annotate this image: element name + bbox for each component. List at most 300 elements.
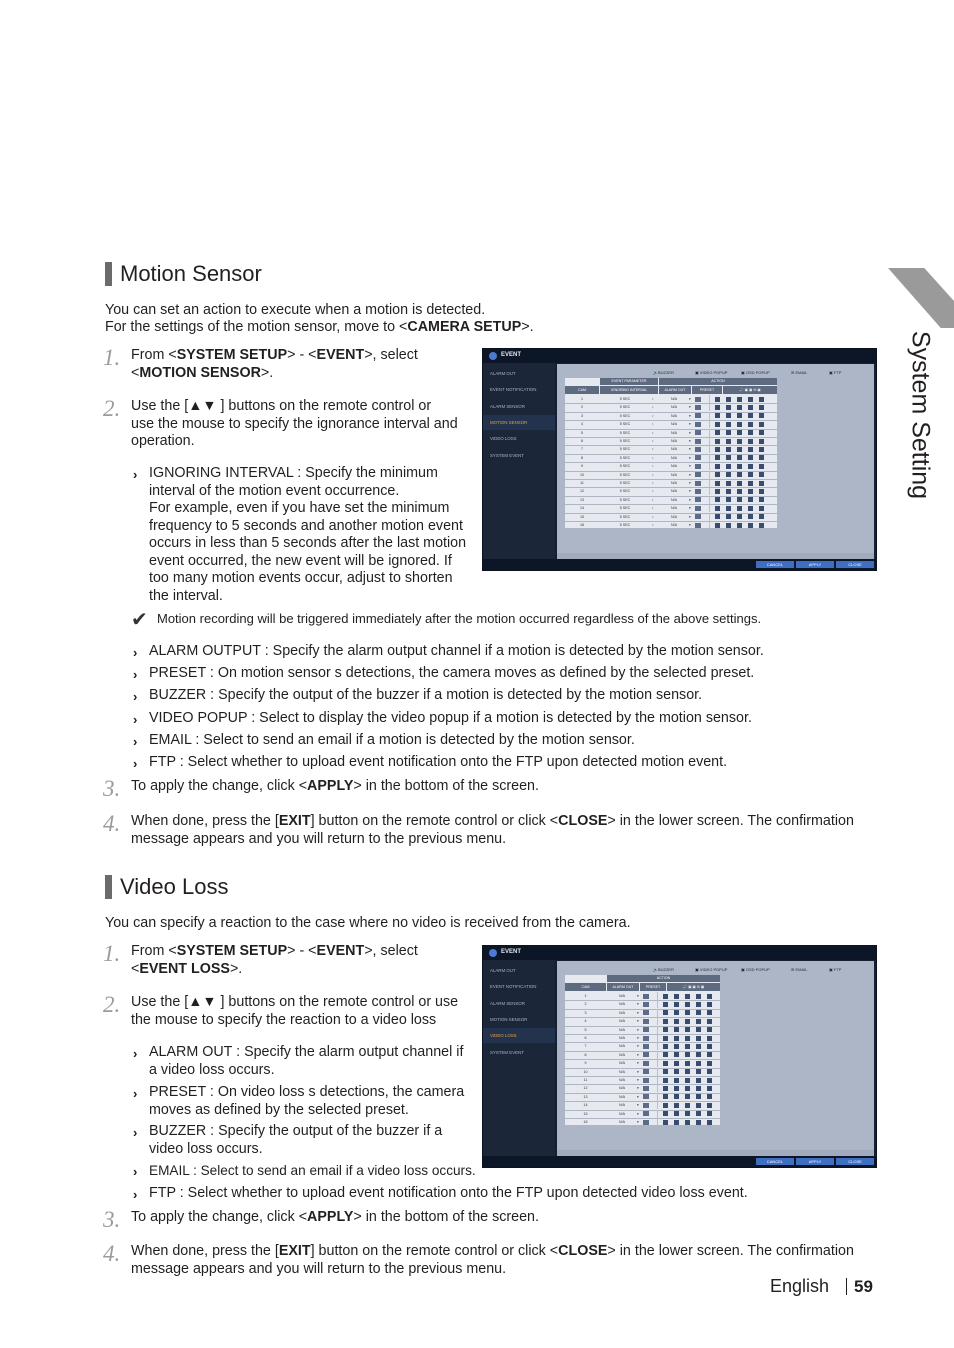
action-checkbox[interactable] [715,464,720,469]
action-checkbox[interactable] [737,447,742,452]
dropdown-icon[interactable]: ▾ [689,464,691,469]
stepper-icon[interactable]: ↕ [652,506,654,511]
action-checkbox[interactable] [707,1052,712,1057]
table-row[interactable] [565,1118,720,1127]
action-checkbox[interactable] [726,397,731,402]
dropdown-icon[interactable]: ▾ [637,1010,639,1015]
action-checkbox[interactable] [674,1027,679,1032]
action-checkbox[interactable] [663,1078,668,1083]
check-note-icon: ✔ [131,609,148,631]
chevron-icon: › [133,1046,138,1061]
action-checkbox[interactable] [759,397,764,402]
preset-box[interactable] [643,1086,649,1091]
action-checkbox[interactable] [748,497,753,502]
action-checkbox[interactable] [663,1010,668,1015]
action-checkbox[interactable] [707,1036,712,1041]
action-checkbox[interactable] [685,1019,690,1024]
dropdown-icon[interactable]: ▾ [637,1103,639,1108]
preset-box[interactable] [643,1120,649,1125]
action-checkbox[interactable] [715,506,720,511]
action-checkbox[interactable] [696,1111,701,1116]
action-checkbox[interactable] [685,1111,690,1116]
chevron-icon: › [133,712,138,727]
apply-button[interactable]: APPLY [796,561,834,568]
action-checkbox[interactable] [663,1036,668,1041]
alarm-out-cell: N/A [671,497,677,502]
action-checkbox[interactable] [759,481,764,486]
table-row[interactable] [565,521,777,530]
action-checkbox[interactable] [715,455,720,460]
action-checkbox[interactable] [696,1069,701,1074]
action-checkbox[interactable] [737,489,742,494]
preset-box[interactable] [695,447,701,452]
action-checkbox[interactable] [737,422,742,427]
action-checkbox[interactable] [674,1094,679,1099]
action-checkbox[interactable] [737,481,742,486]
preset-box[interactable] [695,464,701,469]
step-number: 4. [103,1241,121,1266]
action-checkbox[interactable] [663,1103,668,1108]
action-checkbox[interactable] [748,430,753,435]
action-checkbox[interactable] [737,464,742,469]
action-checkbox[interactable] [707,1086,712,1091]
action-checkbox[interactable] [707,1069,712,1074]
action-checkbox[interactable] [737,413,742,418]
action-checkbox[interactable] [726,464,731,469]
action-checkbox[interactable] [759,439,764,444]
dropdown-icon[interactable]: ▾ [637,1036,639,1040]
preset-box[interactable] [643,1044,649,1049]
action-checkbox[interactable] [726,413,731,418]
legend-email: ✉ EMAIL [791,967,808,972]
preset-box[interactable] [695,472,701,477]
preset-box[interactable] [643,1002,649,1007]
action-checkbox[interactable] [663,1094,668,1099]
stepper-icon[interactable]: ↕ [652,481,654,485]
preset-box[interactable] [643,1103,649,1108]
preset-box[interactable] [643,1019,649,1024]
action-checkbox[interactable] [715,489,720,494]
preset-box[interactable] [643,994,649,999]
action-checkbox[interactable] [759,514,764,519]
dropdown-icon[interactable]: ▾ [689,455,691,460]
bullet-email: EMAIL : Select to send an email if a video loss occurs. [149,1163,476,1178]
action-checkbox[interactable] [748,405,753,410]
dropdown-icon[interactable]: ▾ [637,1120,639,1124]
dropdown-icon[interactable]: ▾ [689,506,691,511]
stepper-icon[interactable]: ↕ [652,447,654,452]
action-checkbox[interactable] [759,472,764,477]
action-checkbox[interactable] [663,1111,668,1116]
action-checkbox[interactable] [707,1094,712,1099]
action-checkbox[interactable] [726,506,731,511]
action-checkbox[interactable] [715,413,720,418]
stepper-icon[interactable]: ↕ [652,489,654,494]
action-checkbox[interactable] [674,994,679,999]
action-checkbox[interactable] [685,1044,690,1049]
action-checkbox[interactable] [696,1078,701,1083]
action-checkbox[interactable] [715,497,720,502]
legend-buzzer: 🔊BUZZER [653,370,674,375]
action-checkbox[interactable] [663,1069,668,1074]
action-checkbox[interactable] [715,447,720,452]
dropdown-icon[interactable]: ▾ [689,514,691,519]
action-checkbox[interactable] [685,1120,690,1125]
action-checkbox[interactable] [726,447,731,452]
action-checkbox[interactable] [674,1002,679,1007]
action-checkbox[interactable] [715,430,720,435]
action-checkbox[interactable] [674,1111,679,1116]
dropdown-icon[interactable]: ▾ [637,1094,639,1099]
action-checkbox[interactable] [726,439,731,444]
action-checkbox[interactable] [707,1111,712,1116]
section-title-motion: Motion Sensor [120,261,262,286]
action-checkbox[interactable] [748,447,753,452]
dropdown-icon[interactable]: ▾ [637,1078,639,1082]
dropdown-icon[interactable]: ▾ [637,1027,639,1032]
preset-box[interactable] [695,439,701,444]
dropdown-icon[interactable]: ▾ [637,994,639,998]
action-checkbox[interactable] [726,489,731,494]
preset-box[interactable] [695,455,701,460]
preset-box[interactable] [695,481,701,486]
stepper-icon[interactable]: ↕ [652,455,654,460]
cam-cell: 4 [581,422,583,427]
action-checkbox[interactable] [674,1052,679,1057]
cam-cell: 16 [580,523,584,527]
alarm-out-cell: N/A [619,1019,625,1024]
action-checkbox[interactable] [748,455,753,460]
action-checkbox[interactable] [715,405,720,410]
action-checkbox[interactable] [737,523,742,528]
dropdown-icon[interactable]: ▾ [637,1086,639,1091]
alarm-out-cell: N/A [671,397,677,401]
action-checkbox[interactable] [707,1103,712,1108]
action-checkbox[interactable] [685,1010,690,1015]
action-checkbox[interactable] [737,405,742,410]
cam-cell: 3 [584,1010,587,1015]
action-checkbox[interactable] [674,1078,679,1083]
dropdown-icon[interactable]: ▾ [689,447,691,452]
stepper-icon[interactable]: ↕ [652,464,654,469]
action-checkbox[interactable] [663,1044,668,1049]
action-checkbox[interactable] [737,514,742,519]
step-number: 3. [103,1207,121,1232]
action-checkbox[interactable] [759,422,764,427]
action-checkbox[interactable] [748,489,753,494]
alarm-out-cell: N/A [619,1027,625,1032]
cancel-button[interactable]: CANCEL [756,1158,794,1165]
action-checkbox[interactable] [759,464,764,469]
preset-box[interactable] [695,413,701,418]
action-checkbox[interactable] [759,489,764,494]
footer-language: English [770,1276,830,1296]
cam-cell: 10 [583,1069,588,1074]
action-checkbox[interactable] [726,514,731,519]
action-checkbox[interactable] [759,430,764,435]
cam-cell: 6 [584,1036,587,1040]
action-checkbox[interactable] [663,1027,668,1032]
preset-box[interactable] [643,1078,649,1083]
action-checkbox[interactable] [696,1120,701,1125]
preset-box[interactable] [695,405,701,410]
stepper-icon[interactable]: ↕ [652,397,654,401]
action-checkbox[interactable] [737,439,742,444]
action-checkbox[interactable] [715,472,720,477]
video-step-3: To apply the change, click <APPLY> in the bottom of the screen. [131,1209,539,1225]
action-checkbox[interactable] [715,422,720,427]
stepper-icon[interactable]: ↕ [652,413,654,418]
dropdown-icon[interactable]: ▾ [689,472,691,477]
preset-box[interactable] [695,497,701,502]
alarm-out-cell: N/A [671,439,677,443]
legend-video-popup: ▣ VIDEO POPUP [695,370,728,375]
preset-box[interactable] [695,397,701,402]
preset-box[interactable] [643,1061,649,1066]
action-checkbox[interactable] [663,1052,668,1057]
preset-box[interactable] [643,1094,649,1099]
dropdown-icon[interactable]: ▾ [637,1002,639,1007]
action-checkbox[interactable] [748,506,753,511]
action-checkbox[interactable] [685,1069,690,1074]
preset-box[interactable] [643,1111,649,1116]
action-checkbox[interactable] [759,523,764,528]
th-ignoring-interval: IGNORING INTERVAL [600,386,658,394]
action-checkbox[interactable] [696,994,701,999]
action-checkbox[interactable] [748,413,753,418]
action-checkbox[interactable] [737,455,742,460]
action-checkbox[interactable] [674,1069,679,1074]
action-checkbox[interactable] [707,994,712,999]
preset-box[interactable] [695,422,701,427]
action-checkbox[interactable] [715,514,720,519]
cam-cell: 13 [580,497,584,502]
action-checkbox[interactable] [737,397,742,402]
chevron-icon: › [133,1086,138,1101]
action-checkbox[interactable] [674,1036,679,1041]
action-checkbox[interactable] [663,1086,668,1091]
action-checkbox[interactable] [715,397,720,402]
preset-box[interactable] [695,506,701,511]
dropdown-icon[interactable]: ▾ [689,422,691,427]
preset-box[interactable] [695,514,701,519]
action-checkbox[interactable] [685,1061,690,1066]
dropdown-icon[interactable]: ▾ [637,1019,639,1024]
action-checkbox[interactable] [663,1002,668,1007]
action-checkbox[interactable] [748,397,753,402]
th-alarm-out: ALARM OUT [659,386,691,394]
action-checkbox[interactable] [674,1044,679,1049]
interval-cell: 5 SEC [619,489,631,494]
action-checkbox[interactable] [696,1086,701,1091]
action-checkbox[interactable] [674,1120,679,1125]
action-checkbox[interactable] [707,1044,712,1049]
action-checkbox[interactable] [685,1036,690,1041]
action-checkbox[interactable] [707,1002,712,1007]
stepper-icon[interactable]: ↕ [652,497,654,502]
cancel-button[interactable]: CANCEL [756,561,794,568]
action-checkbox[interactable] [696,1019,701,1024]
menu-item: SYSTEM EVENT [490,453,524,458]
action-checkbox[interactable] [726,405,731,410]
action-checkbox[interactable] [748,472,753,477]
stepper-icon[interactable]: ↕ [652,472,654,477]
action-checkbox[interactable] [696,1002,701,1007]
action-checkbox[interactable] [707,1010,712,1015]
action-checkbox[interactable] [663,994,668,999]
dropdown-icon[interactable]: ▾ [689,413,691,418]
action-checkbox[interactable] [707,1061,712,1066]
stepper-icon[interactable]: ↕ [652,439,654,443]
action-checkbox[interactable] [674,1103,679,1108]
dropdown-icon[interactable]: ▾ [689,439,691,443]
dropdown-icon[interactable]: ▾ [637,1052,639,1057]
preset-box[interactable] [643,1036,649,1041]
action-checkbox[interactable] [707,1027,712,1032]
action-checkbox[interactable] [674,1061,679,1066]
action-checkbox[interactable] [715,523,720,528]
action-checkbox[interactable] [696,1036,701,1041]
action-checkbox[interactable] [663,1120,668,1125]
preset-box[interactable] [695,489,701,494]
action-checkbox[interactable] [759,405,764,410]
screen-menu [483,960,555,1167]
action-checkbox[interactable] [685,994,690,999]
menu-item-selected: MOTION SENSOR [483,415,555,430]
screen-footer [483,559,876,570]
legend-ftp: ▣ FTP [829,967,842,972]
preset-box[interactable] [643,1010,649,1015]
action-checkbox[interactable] [748,523,753,528]
action-checkbox[interactable] [696,1061,701,1066]
alarm-out-cell: N/A [671,481,677,485]
action-checkbox[interactable] [707,1019,712,1024]
preset-box[interactable] [643,1069,649,1074]
action-checkbox[interactable] [759,413,764,418]
action-checkbox[interactable] [696,1052,701,1057]
preset-box[interactable] [643,1027,649,1032]
action-checkbox[interactable] [696,1094,701,1099]
action-checkbox[interactable] [726,523,731,528]
action-checkbox[interactable] [685,1086,690,1091]
stepper-icon[interactable]: ↕ [652,422,654,427]
cam-cell: 1 [584,994,587,998]
action-checkbox[interactable] [674,1010,679,1015]
dropdown-icon[interactable]: ▾ [689,430,691,435]
legend-buzzer: 🔊BUZZER [653,967,674,972]
event-table [565,378,777,528]
action-checkbox[interactable] [737,497,742,502]
action-checkbox[interactable] [748,439,753,444]
action-checkbox[interactable] [707,1078,712,1083]
th-alarm-out: ALARM OUT [607,983,639,991]
dropdown-icon[interactable]: ▾ [689,523,691,527]
stepper-icon[interactable]: ↕ [652,405,654,410]
preset-box[interactable] [695,430,701,435]
action-checkbox[interactable] [726,497,731,502]
dropdown-icon[interactable]: ▾ [689,481,691,485]
dropdown-icon[interactable]: ▾ [637,1044,639,1049]
action-checkbox[interactable] [685,1103,690,1108]
action-checkbox[interactable] [748,481,753,486]
alarm-out-cell: N/A [619,1111,625,1116]
action-checkbox[interactable] [685,1094,690,1099]
action-checkbox[interactable] [726,422,731,427]
action-checkbox[interactable] [759,447,764,452]
dropdown-icon[interactable]: ▾ [637,1061,639,1066]
action-checkbox[interactable] [726,430,731,435]
menu-item: MOTION SENSOR [490,1017,528,1022]
action-checkbox[interactable] [663,1019,668,1024]
apply-button[interactable]: APPLY [796,1158,834,1165]
interval-cell: 5 SEC [619,413,631,418]
action-checkbox[interactable] [685,1078,690,1083]
motion-intro-1: You can set an action to execute when a motion is detected. [105,302,486,318]
interval-cell: 5 SEC [619,422,631,427]
preset-box[interactable] [643,1052,649,1057]
action-checkbox[interactable] [759,506,764,511]
action-checkbox[interactable] [748,514,753,519]
action-checkbox[interactable] [726,481,731,486]
dropdown-icon[interactable]: ▾ [689,405,691,410]
action-checkbox[interactable] [726,472,731,477]
action-checkbox[interactable] [748,422,753,427]
action-checkbox[interactable] [685,1052,690,1057]
cam-cell: 15 [580,514,584,519]
stepper-icon[interactable]: ↕ [652,514,654,519]
action-checkbox[interactable] [685,1002,690,1007]
action-checkbox[interactable] [715,481,720,486]
video-step-4: When done, press the [EXIT] button on the remote control or click <CLOSE> in the lower screen. The confirmation message appears and you will return to the previous menu. [131,1243,854,1277]
stepper-icon[interactable]: ↕ [652,430,654,435]
bullet-buzzer: BUZZER : Specify the output of the buzzer if a video loss occurs. [149,1123,443,1157]
cam-cell: 2 [584,1002,587,1007]
action-checkbox[interactable] [715,439,720,444]
action-checkbox[interactable] [707,1120,712,1125]
dropdown-icon[interactable]: ▾ [637,1111,639,1116]
close-button[interactable]: CLOSE [836,561,874,568]
screen-panel [557,364,874,559]
action-checkbox[interactable] [696,1027,701,1032]
dropdown-icon[interactable]: ▾ [689,489,691,494]
action-checkbox[interactable] [748,464,753,469]
action-checkbox[interactable] [674,1019,679,1024]
close-button[interactable]: CLOSE [836,1158,874,1165]
dropdown-icon[interactable]: ▾ [689,497,691,502]
action-checkbox[interactable] [759,455,764,460]
action-checkbox[interactable] [674,1086,679,1091]
action-checkbox[interactable] [696,1103,701,1108]
menu-item: ALARM SENSOR [490,404,525,409]
action-checkbox[interactable] [759,497,764,502]
action-checkbox[interactable] [737,430,742,435]
alarm-out-cell: N/A [619,1086,625,1091]
action-checkbox[interactable] [737,506,742,511]
alarm-out-cell: N/A [671,455,677,460]
action-checkbox[interactable] [737,472,742,477]
action-checkbox[interactable] [696,1044,701,1049]
cam-cell: 12 [580,489,584,494]
preset-box[interactable] [695,523,701,528]
action-checkbox[interactable] [663,1061,668,1066]
dropdown-icon[interactable]: ▾ [689,397,691,401]
action-checkbox[interactable] [726,455,731,460]
action-checkbox[interactable] [696,1010,701,1015]
stepper-icon[interactable]: ↕ [652,523,654,527]
cam-cell: 15 [583,1111,588,1116]
action-checkbox[interactable] [685,1027,690,1032]
dropdown-icon[interactable]: ▾ [637,1069,639,1074]
